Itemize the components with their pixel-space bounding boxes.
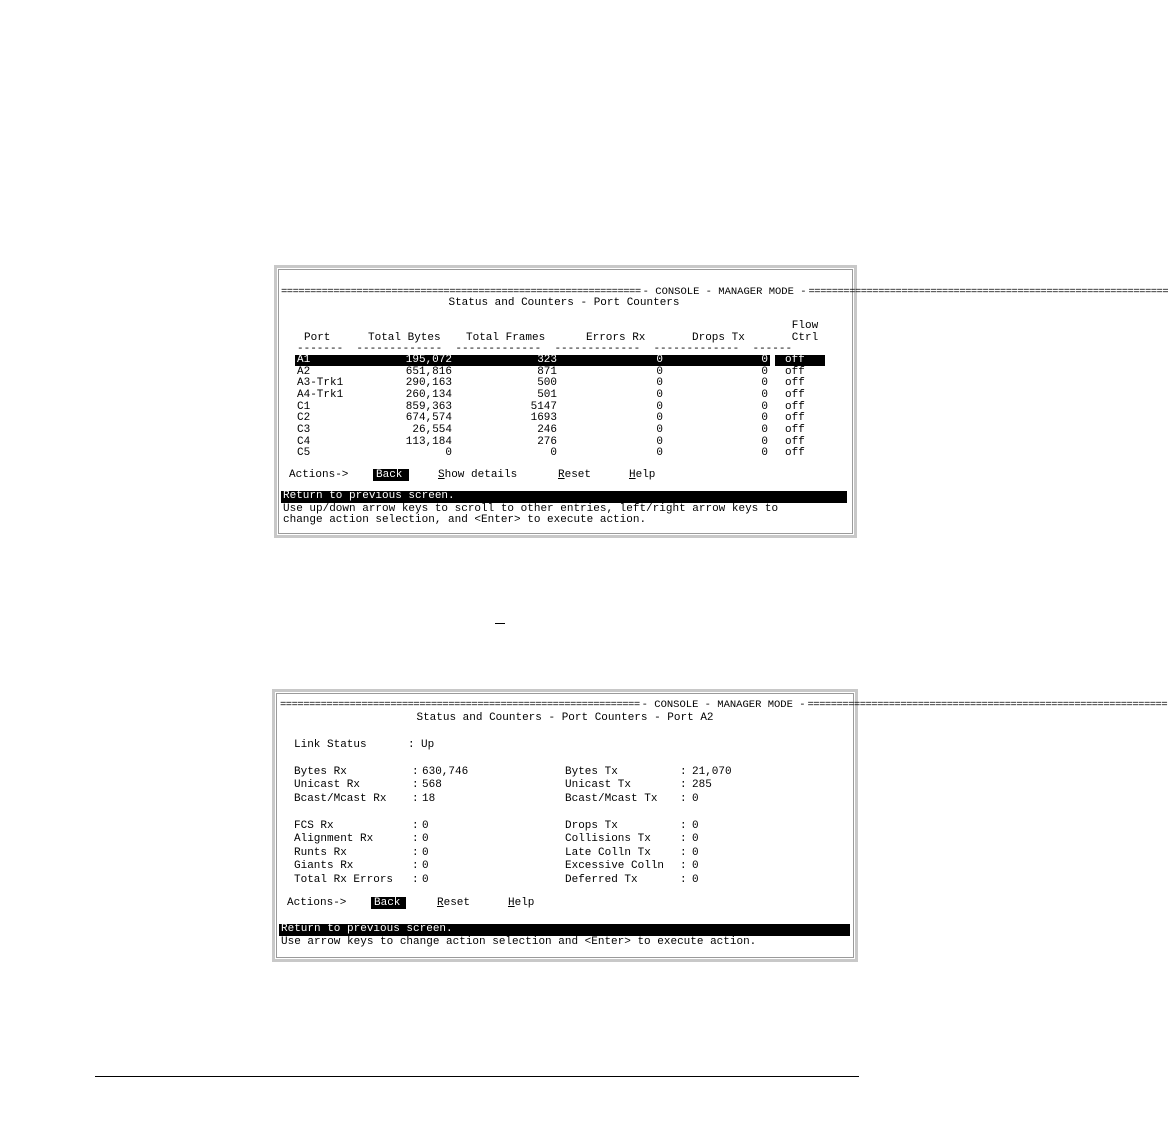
cell-frames: 0	[550, 447, 557, 460]
counter-label: FCS Rx	[294, 820, 334, 832]
cell-drops: 0	[761, 388, 768, 401]
help-label: elp	[635, 469, 656, 481]
counter-value: 0	[692, 820, 699, 832]
console-banner: ============================================================== - CONSOLE - MANAGER MODE - ==============================================================	[280, 699, 1168, 712]
cell-bytes: 26,554	[412, 423, 452, 436]
cell-frames: 501	[537, 388, 557, 401]
counter-value: 285	[692, 779, 712, 791]
show-details-label: how details	[444, 469, 518, 481]
counter-separator: :	[412, 833, 419, 845]
cell-frames: 871	[537, 365, 557, 378]
counter-value: 0	[422, 874, 429, 886]
cell-port: C1	[297, 400, 311, 413]
banner-text: - CONSOLE - MANAGER MODE -	[641, 699, 806, 711]
counter-value: 0	[692, 793, 699, 805]
back-button[interactable]: Back	[371, 897, 406, 909]
cell-flow: off	[785, 447, 805, 460]
cell-port: C5	[297, 447, 311, 460]
counter-separator: :	[680, 833, 687, 845]
counter-label: Bcast/Mcast Rx	[294, 793, 387, 805]
cell-flow: off	[785, 365, 805, 378]
cell-bytes: 290,163	[405, 377, 452, 390]
reset-hotkey: R	[558, 469, 565, 481]
actions-label: Actions->	[289, 469, 349, 481]
show-details-hotkey: S	[438, 469, 445, 481]
cell-port: C4	[297, 435, 311, 448]
cell-frames: 323	[537, 354, 557, 366]
cell-port: A2	[297, 365, 311, 378]
cell-flow: off	[785, 412, 805, 425]
cell-bytes: 859,363	[405, 400, 452, 413]
reset-hotkey: R	[437, 897, 444, 909]
counter-separator: :	[680, 847, 687, 859]
help-button[interactable]	[508, 898, 534, 910]
counter-separator: :	[680, 793, 687, 805]
page-footer-rule	[95, 1076, 859, 1077]
column-header-errors-rx: Errors Rx	[586, 332, 646, 344]
cell-errors: 0	[656, 377, 663, 390]
counter-value: 21,070	[692, 766, 732, 778]
help-text-line-2: change action selection, and <Enter> to execute action.	[283, 514, 647, 526]
counter-value: 568	[422, 779, 442, 791]
counter-separator: :	[412, 793, 419, 805]
cell-drops: 0	[761, 412, 768, 425]
cell-bytes: 113,184	[405, 435, 452, 448]
cell-errors: 0	[656, 354, 663, 366]
status-message: Return to previous screen.	[279, 924, 850, 936]
cell-flow: off	[785, 435, 805, 448]
column-header-flow-bottom: Ctrl	[791, 332, 819, 344]
cell-frames: 276	[537, 435, 557, 448]
counter-separator: :	[680, 779, 687, 791]
screen-title: Status and Counters - Port Counters	[448, 297, 680, 309]
counter-label: Bytes Rx	[294, 766, 347, 778]
counter-label: Alignment Rx	[294, 833, 374, 845]
cell-drops: 0	[761, 354, 768, 366]
reset-label: eset	[564, 469, 592, 481]
cell-port: A4-Trk1	[297, 388, 344, 401]
counter-separator: :	[680, 766, 687, 778]
help-hotkey: H	[508, 897, 515, 909]
cell-bytes: 651,816	[405, 365, 452, 378]
reset-button[interactable]	[437, 898, 470, 910]
counter-separator: :	[680, 820, 687, 832]
header-divider: ------- ------------- ------------- ------------- ------------- ------	[297, 343, 793, 355]
help-hotkey: H	[629, 469, 636, 481]
counter-separator: :	[412, 766, 419, 778]
status-message: Return to previous screen.	[281, 491, 847, 503]
counter-label: Unicast Rx	[294, 779, 361, 791]
counter-label: Collisions Tx	[565, 833, 651, 845]
counter-separator: :	[412, 874, 419, 886]
cell-errors: 0	[656, 365, 663, 378]
cell-flow: off	[785, 400, 805, 413]
counter-separator: :	[412, 779, 419, 791]
counter-label: Runts Rx	[294, 847, 347, 859]
cell-flow: off	[785, 354, 805, 366]
back-button[interactable]: Back	[373, 469, 409, 481]
counter-value: 0	[422, 833, 429, 845]
counter-label: Late Colln Tx	[565, 847, 651, 859]
cell-bytes: 195,072	[405, 354, 452, 366]
cell-errors: 0	[656, 388, 663, 401]
cell-drops: 0	[761, 423, 768, 436]
help-label: elp	[514, 897, 535, 909]
column-header-total-frames: Total Frames	[466, 332, 546, 344]
cell-frames: 1693	[530, 412, 557, 425]
cell-bytes: 674,574	[405, 412, 452, 425]
banner-text: - CONSOLE - MANAGER MODE -	[642, 286, 807, 298]
counter-value: 0	[692, 860, 699, 872]
cell-flow: off	[785, 377, 805, 390]
actions-label: Actions->	[287, 897, 347, 909]
cell-drops: 0	[761, 435, 768, 448]
cell-errors: 0	[656, 447, 663, 460]
help-button[interactable]	[629, 470, 655, 482]
cell-port: A3-Trk1	[297, 377, 344, 390]
cell-flow: off	[785, 423, 805, 436]
console-banner: ============================================================== - CONSOLE - MANAGER MODE - ==============================================================	[281, 286, 1168, 299]
counter-separator: :	[680, 860, 687, 872]
reset-label: eset	[443, 897, 471, 909]
counter-value: 0	[692, 847, 699, 859]
reset-button[interactable]	[558, 470, 591, 482]
counter-label: Unicast Tx	[565, 779, 632, 791]
cell-bytes: 0	[445, 447, 452, 460]
counter-label: Excessive Colln	[565, 860, 665, 872]
cell-errors: 0	[656, 423, 663, 436]
cell-errors: 0	[656, 435, 663, 448]
counter-value: 0	[422, 847, 429, 859]
counter-separator: :	[680, 874, 687, 886]
help-text-line-1: Use up/down arrow keys to scroll to other entries, left/right arrow keys to	[283, 503, 779, 515]
counter-value: 18	[422, 793, 436, 805]
cell-drops: 0	[761, 365, 768, 378]
cell-port: C3	[297, 423, 311, 436]
column-header-flow-top: Flow	[791, 320, 819, 332]
counter-value: 630,746	[422, 766, 469, 778]
cell-frames: 246	[537, 423, 557, 436]
column-header-drops-tx: Drops Tx	[692, 332, 745, 344]
cell-bytes: 260,134	[405, 388, 452, 401]
help-text-line-1: Use arrow keys to change action selection and <Enter> to execute action.	[281, 936, 757, 948]
counter-separator: :	[412, 847, 419, 859]
cell-frames: 500	[537, 377, 557, 390]
counter-separator: :	[412, 860, 419, 872]
counter-label: Drops Tx	[565, 820, 618, 832]
cell-flow: off	[785, 388, 805, 401]
link-status-value: Up	[421, 739, 435, 751]
link-status-label: Link Status	[294, 739, 367, 751]
counter-label: Total Rx Errors	[294, 874, 394, 886]
counter-value: 0	[422, 820, 429, 832]
cell-port: A1	[297, 354, 311, 366]
cell-errors: 0	[656, 412, 663, 425]
counter-label: Deferred Tx	[565, 874, 638, 886]
counter-value: 0	[422, 860, 429, 872]
cell-errors: 0	[656, 400, 663, 413]
counter-value: 0	[692, 874, 699, 886]
cell-frames: 5147	[530, 400, 557, 413]
counter-value: 0	[692, 833, 699, 845]
text-cursor	[495, 623, 505, 624]
link-status-separator: :	[408, 739, 415, 751]
counter-label: Bcast/Mcast Tx	[565, 793, 658, 805]
counter-label: Giants Rx	[294, 860, 354, 872]
counter-label: Bytes Tx	[565, 766, 618, 778]
counter-separator: :	[412, 820, 419, 832]
cell-drops: 0	[761, 447, 768, 460]
cell-port: C2	[297, 412, 311, 425]
screen-title: Status and Counters - Port Counters - Port A2	[416, 712, 714, 724]
cell-drops: 0	[761, 377, 768, 390]
column-header-total-bytes: Total Bytes	[368, 332, 441, 344]
cell-drops: 0	[761, 400, 768, 413]
column-header-port: Port	[304, 332, 331, 344]
show-details-button[interactable]	[438, 470, 517, 482]
